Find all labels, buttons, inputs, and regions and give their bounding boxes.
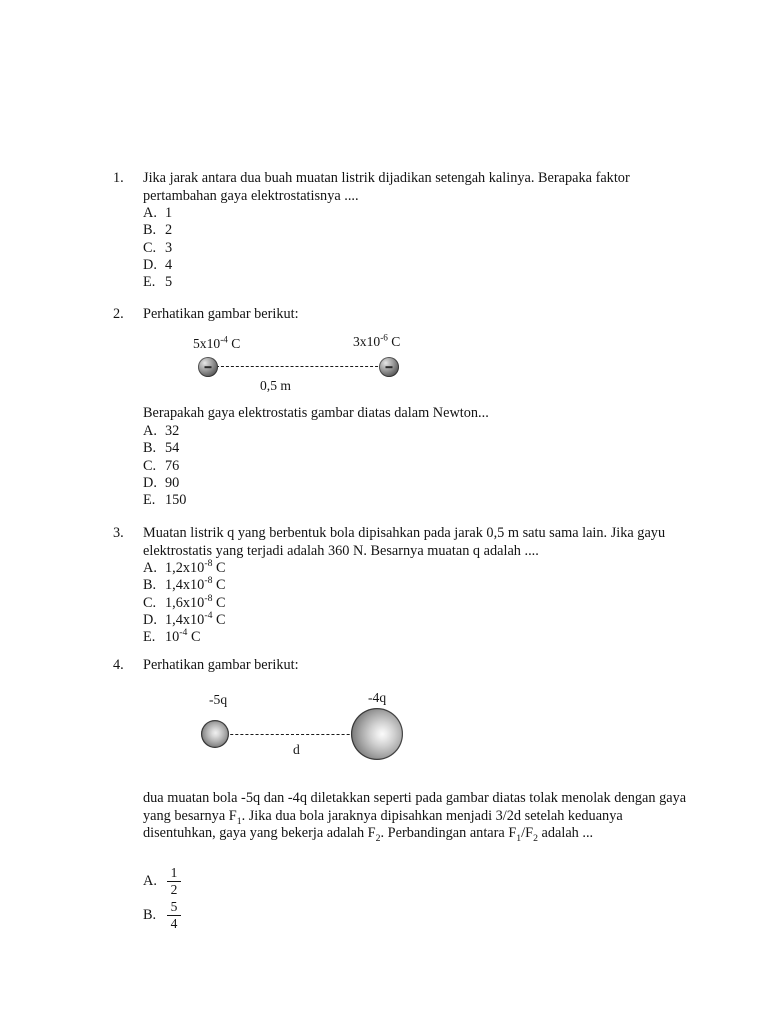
left-charge-mantissa: 5x10 (193, 336, 221, 351)
option-letter: A. (143, 205, 157, 221)
question-1 (113, 170, 693, 291)
option-value: 3 (165, 239, 173, 256)
option-2-d[interactable] (143, 475, 693, 492)
question-4-options-wrap (113, 864, 693, 932)
option-value: 54 (165, 440, 180, 457)
option-2-c[interactable] (143, 458, 693, 475)
question-4-figure (190, 690, 420, 770)
fraction-one-half (165, 866, 183, 897)
question-4-options (113, 864, 693, 932)
left-charge-exponent: -4 (220, 334, 228, 345)
option-3-a[interactable] (143, 560, 693, 577)
option-3-e[interactable] (143, 629, 693, 646)
option-letter: B. (143, 440, 157, 457)
option-letter: D. (143, 256, 157, 273)
option-mantissa: 1,4x10 (165, 611, 205, 628)
question-1-options (113, 205, 693, 291)
option-letter: A. (143, 872, 157, 889)
question-4 (113, 657, 693, 675)
option-exponent: -8 (204, 592, 213, 604)
paragraph-part-3: . Perbandingan antara F (380, 825, 517, 841)
option-unit: C (212, 594, 226, 611)
option-4-b[interactable] (143, 898, 693, 932)
option-value: 76 (165, 457, 180, 474)
distance-label-q4: d (293, 742, 300, 757)
option-value: 90 (165, 474, 180, 491)
paragraph-part-4: /F (521, 825, 534, 841)
fraction-five-fourths (165, 900, 183, 931)
option-unit: C (212, 577, 226, 594)
option-letter: A. (143, 423, 157, 439)
option-value: 5 (165, 274, 173, 291)
option-3-d[interactable] (143, 612, 693, 629)
option-value (165, 592, 226, 612)
option-letter: C. (143, 239, 157, 256)
option-mantissa: 1,2x10 (165, 560, 205, 576)
option-1-c[interactable] (143, 240, 693, 257)
right-charge-mantissa: 3x10 (353, 334, 381, 349)
option-1-d[interactable] (143, 257, 693, 274)
question-4-row (113, 657, 693, 675)
option-unit: C (212, 611, 226, 628)
option-4-a[interactable] (143, 864, 693, 898)
option-letter: D. (143, 474, 157, 491)
right-charge-label (353, 334, 400, 350)
question-4-paragraph (143, 790, 691, 843)
minus-sign-icon (205, 366, 212, 368)
left-charge-label (193, 336, 240, 352)
f1-ratio-subscript: 1 (516, 832, 522, 844)
option-letter: E. (143, 492, 156, 509)
fraction-denominator: 2 (170, 881, 178, 897)
right-charge-unit: C (387, 334, 401, 349)
option-3-c[interactable] (143, 592, 693, 612)
option-3-b[interactable] (143, 577, 693, 594)
left-charge-sphere-q4 (201, 720, 229, 748)
question-3-row (113, 525, 693, 560)
option-exponent: -8 (204, 575, 213, 587)
option-1-a[interactable] (143, 205, 693, 222)
question-1-text: Jika jarak antara dua buah muatan listrik dijadikan setengah kalinya. Berapaka faktor pertambahan gaya elektrostatisnya .... (143, 170, 630, 204)
option-1-e[interactable] (143, 274, 693, 291)
option-value (165, 612, 226, 629)
option-mantissa: 1,6x10 (165, 594, 205, 611)
question-2-row (113, 306, 693, 324)
option-value: 150 (165, 492, 187, 509)
option-2-e[interactable] (143, 492, 693, 509)
option-exponent: -4 (204, 610, 213, 622)
option-mantissa: 1,4x10 (165, 577, 205, 594)
f1-subscript: 1 (236, 815, 242, 827)
question-3-options (113, 560, 693, 646)
option-exponent: -4 (179, 627, 188, 639)
fraction-denominator: 4 (170, 915, 178, 931)
f2-subscript: 2 (375, 832, 381, 844)
question-3-text: Muatan listrik q yang berbentuk bola dipisahkan pada jarak 0,5 m satu sama lain. Jika gayu elektrostatis yang terjadi adalah 360 N. Besarnya muatan q adalah .... (143, 525, 666, 559)
question-4-text: Perhatikan gambar berikut: (143, 657, 299, 673)
f2-ratio-subscript: 2 (533, 832, 538, 844)
minus-sign-icon (386, 366, 393, 368)
option-letter: B. (143, 222, 157, 239)
paragraph-part-1: dua muatan bola -5q dan -4q diletakkan seperti pada gambar diatas tolak menolak dengan gaya yang besarnya F (143, 790, 687, 824)
option-letter: E. (143, 629, 156, 646)
question-1-number: 1. (113, 170, 124, 186)
left-charge-label-q4: -5q (209, 692, 228, 707)
right-charge-sphere-q4 (351, 708, 403, 760)
option-value: 1 (165, 205, 173, 221)
question-3 (113, 525, 693, 646)
question-4-number: 4. (113, 657, 124, 673)
question-2-prompt: Berapakah gaya elektrostatis gambar diatas dalam Newton... (143, 405, 489, 421)
option-value: 32 (165, 423, 180, 439)
question-2-figure (180, 332, 440, 398)
option-letter: D. (143, 611, 157, 628)
question-2-number: 2. (113, 306, 124, 322)
option-value (165, 577, 226, 594)
right-charge-sphere (379, 357, 399, 377)
question-3-number: 3. (113, 525, 124, 541)
option-letter: A. (143, 560, 157, 576)
option-letter: C. (143, 457, 157, 474)
question-2 (113, 306, 693, 324)
option-value (165, 629, 201, 646)
question-2-text: Perhatikan gambar berikut: (143, 306, 299, 322)
distance-label: 0,5 m (260, 378, 291, 393)
option-letter: C. (143, 594, 157, 611)
separation-dashed-line (211, 366, 388, 367)
option-value: 4 (165, 256, 173, 273)
option-2-b[interactable] (143, 440, 693, 457)
question-2-options-wrap (113, 423, 693, 509)
option-letter: B. (143, 577, 157, 594)
left-charge-unit: C (227, 336, 241, 351)
fraction-numerator: 5 (170, 898, 178, 914)
option-unit: C (187, 629, 201, 646)
paragraph-part-5: adalah ... (537, 825, 594, 841)
left-charge-sphere (198, 357, 218, 377)
question-2-options (113, 423, 693, 509)
option-1-b[interactable] (143, 222, 693, 239)
right-charge-label-q4: -4q (368, 690, 387, 705)
option-value (165, 560, 226, 577)
right-charge-exponent: -6 (380, 332, 388, 343)
paragraph-part-2: . Jika dua bola jaraknya dipisahkan menjadi 3/2d setelah keduanya disentuhkan, gaya yang bekerja adalah F (143, 807, 623, 841)
option-letter: B. (143, 906, 157, 923)
fraction-numerator: 1 (170, 864, 178, 880)
question-1-row (113, 170, 693, 205)
option-exponent: -8 (204, 558, 213, 570)
option-letter: E. (143, 274, 156, 291)
option-2-a[interactable] (143, 423, 693, 440)
option-value: 2 (165, 222, 173, 239)
option-mantissa: 10 (165, 629, 180, 646)
option-unit: C (212, 560, 226, 576)
